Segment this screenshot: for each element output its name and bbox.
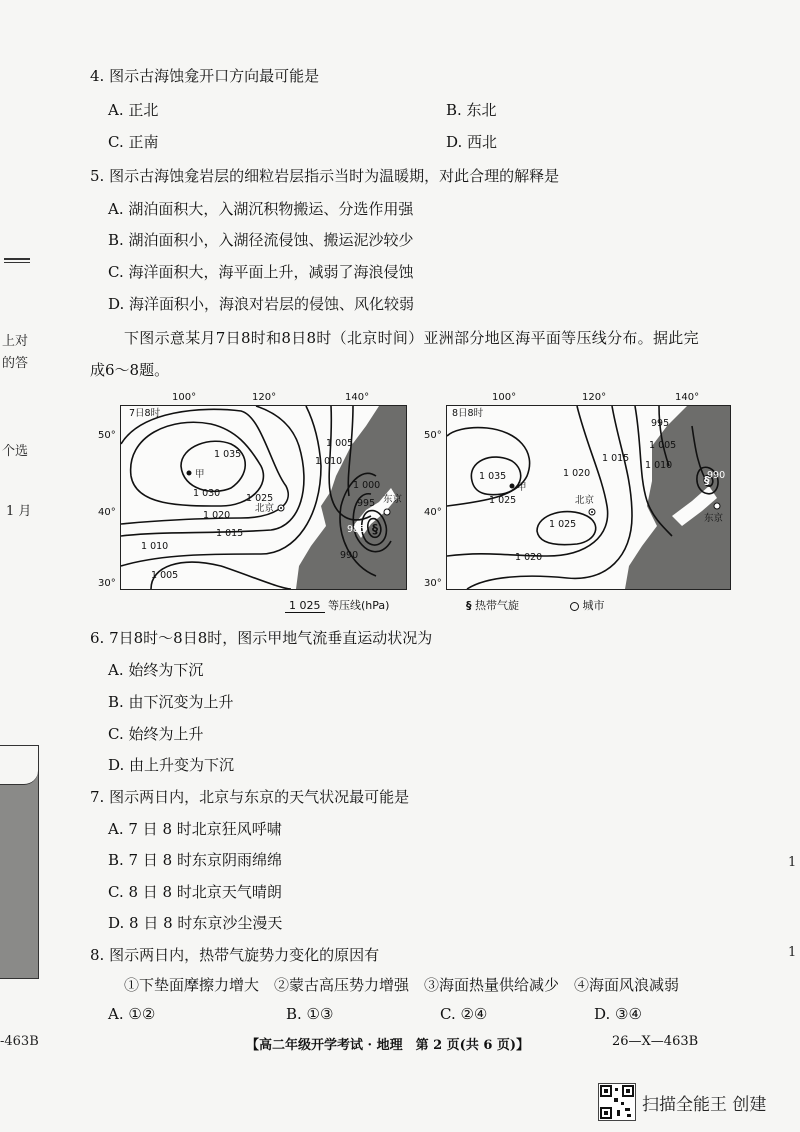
q6-option-d: D. 由上升变为下沉 <box>108 756 235 774</box>
q6-option-a: A. 始终为下沉 <box>108 661 204 679</box>
map-title: 8日8时 <box>452 408 484 419</box>
question-8-stem: 8. 图示两日内，热带气旋势力变化的原因有 <box>90 946 380 964</box>
right-map-lon-140: 140° <box>675 392 700 403</box>
right-map-lat-50: 50° <box>424 430 442 441</box>
question-7-stem: 7. 图示两日内，北京与东京的天气状况最可能是 <box>90 788 410 806</box>
margin-text: 个选 <box>2 444 29 459</box>
pressure-map-day7 <box>120 405 407 590</box>
margin-figure-fragment <box>0 745 39 979</box>
q8-statements: ①下垫面摩擦力增大 ②蒙古高压势力增强 ③海面热量供给减少 ④海面风浪减弱 <box>124 976 680 994</box>
question-4-stem: 4. 图示古海蚀龛开口方向最可能是 <box>90 67 320 85</box>
place-beijing: 北京 <box>575 495 595 506</box>
left-map-lon-140: 140° <box>345 392 370 403</box>
isobar-label: 1 015 <box>216 528 244 539</box>
q5-option-d: D. 海洋面积小，海浪对岩层的侵蚀、风化较弱 <box>108 295 415 313</box>
isobar-label: 1 010 <box>141 541 169 552</box>
q8-option-d: D. ③④ <box>594 1005 642 1023</box>
cyclone-icon: § <box>704 474 710 487</box>
isobar-label: 1 010 <box>315 456 343 467</box>
right-map-lat-30: 30° <box>424 578 442 589</box>
legend-cyclone <box>466 597 519 613</box>
q8-option-c: C. ②④ <box>440 1005 488 1023</box>
q5-option-c: C. 海洋面积大，海平面上升，减弱了海浪侵蚀 <box>108 263 414 281</box>
cyclone-icon: § <box>466 599 472 612</box>
margin-text: 1 <box>788 945 797 960</box>
qr-code-icon <box>598 1083 636 1121</box>
q7-option-a: A. 7 日 8 时北京狂风呼啸 <box>108 820 282 838</box>
place-jia: 甲 <box>195 469 205 480</box>
q6-option-c: C. 始终为上升 <box>108 725 204 743</box>
page-footer: 【高二年级开学考试 · 地理 第 2 页(共 6 页)】 <box>246 1038 530 1053</box>
q7-option-d: D. 8 日 8 时东京沙尘漫天 <box>108 914 283 932</box>
left-map-lat-30: 30° <box>98 578 116 589</box>
question-6-stem: 6. 7日8时～8日8时，图示甲地气流垂直运动状况为 <box>90 629 433 647</box>
isobar-label: 1 035 <box>479 471 507 482</box>
place-beijing: 北京 <box>255 503 275 514</box>
legend-isobar-label: 等压线(hPa) <box>328 599 390 612</box>
point-jia-marker <box>187 471 192 476</box>
margin-text: 1 月 <box>6 504 32 519</box>
point-jia-marker <box>510 484 515 489</box>
margin-rule <box>4 258 30 263</box>
q6-option-b: B. 由下沉变为上升 <box>108 693 234 711</box>
page-code: 26—X—463B <box>612 1034 699 1049</box>
q4-option-d: D. 西北 <box>446 133 498 151</box>
q4-option-a: A. 正北 <box>108 101 159 119</box>
legend-isobar <box>285 597 389 613</box>
isobar-label: 985 <box>347 524 366 535</box>
isobar-label: 1 030 <box>193 488 221 499</box>
isobar-label: 1 020 <box>563 468 591 479</box>
left-map-lat-40: 40° <box>98 507 116 518</box>
left-map-lon-120: 120° <box>252 392 277 403</box>
isobar-label: 1 025 <box>489 495 517 506</box>
margin-text: 1 <box>788 855 797 870</box>
q8-option-b: B. ①③ <box>286 1005 334 1023</box>
margin-code: -463B <box>0 1034 39 1049</box>
map-title: 7日8时 <box>129 408 161 419</box>
place-tokyo: 东京 <box>383 494 403 505</box>
cyclone-icon: § <box>372 522 378 536</box>
left-map-lat-50: 50° <box>98 430 116 441</box>
question-5-stem: 5. 图示古海蚀龛岩层的细粒岩层指示当时为温暖期，对此合理的解释是 <box>90 167 560 185</box>
isobar-label: 1 020 <box>203 510 231 521</box>
margin-text: 的答 <box>2 356 29 371</box>
isobar-label: 1 035 <box>214 449 242 460</box>
right-map-lat-40: 40° <box>424 507 442 518</box>
isobar-label: 1 000 <box>353 480 381 491</box>
isobar-label: 990 <box>707 470 726 481</box>
isobar-label: 1 025 <box>246 493 274 504</box>
q7-option-c: C. 8 日 8 时北京天气晴朗 <box>108 883 282 901</box>
isobar-label: 1 020 <box>515 552 543 563</box>
isobar-label: 1 005 <box>151 570 179 581</box>
isobar-label: 1 025 <box>549 519 577 530</box>
isobar-label: 1 005 <box>649 440 677 451</box>
place-tokyo: 东京 <box>704 513 724 524</box>
legend-city <box>570 597 605 613</box>
isobar-label: 995 <box>357 498 376 509</box>
city-tokyo-marker <box>384 509 390 515</box>
right-map-lon-100: 100° <box>492 392 517 403</box>
isobar-label: 1 015 <box>602 453 630 464</box>
legend-cyclone-label: 热带气旋 <box>475 599 519 612</box>
place-jia: 甲 <box>517 482 527 493</box>
q5-option-a: A. 湖泊面积大，入湖沉积物搬运、分选作用强 <box>108 200 414 218</box>
q7-option-b: B. 7 日 8 时东京阴雨绵绵 <box>108 851 282 869</box>
intro-line-2: 成6～8题。 <box>90 361 170 379</box>
isobar-label: 1 005 <box>326 438 354 449</box>
right-map-lon-120: 120° <box>582 392 607 403</box>
pressure-map-day8 <box>446 405 731 590</box>
legend-isobar-sample: 1 025 <box>285 599 325 613</box>
legend-city-label: 城市 <box>582 599 605 612</box>
q4-option-c: C. 正南 <box>108 133 159 151</box>
isobar-label: 995 <box>651 418 670 429</box>
intro-line-1: 下图示意某月7日8时和8日8时（北京时间）亚洲部分地区海平面等压线分布。据此完 <box>124 329 699 347</box>
city-tokyo-marker <box>714 503 720 509</box>
q5-option-b: B. 湖泊面积小，入湖径流侵蚀、搬运泥沙较少 <box>108 231 414 249</box>
left-map-lon-100: 100° <box>172 392 197 403</box>
q8-option-a: A. ①② <box>108 1005 156 1023</box>
q4-option-b: B. 东北 <box>446 101 497 119</box>
isobar-label: 990 <box>340 550 359 561</box>
watermark-text: 扫描全能王 创建 <box>642 1095 767 1115</box>
isobar-label: 1 010 <box>645 460 673 471</box>
city-dot-icon <box>570 602 579 611</box>
margin-text: 上对 <box>2 334 29 349</box>
